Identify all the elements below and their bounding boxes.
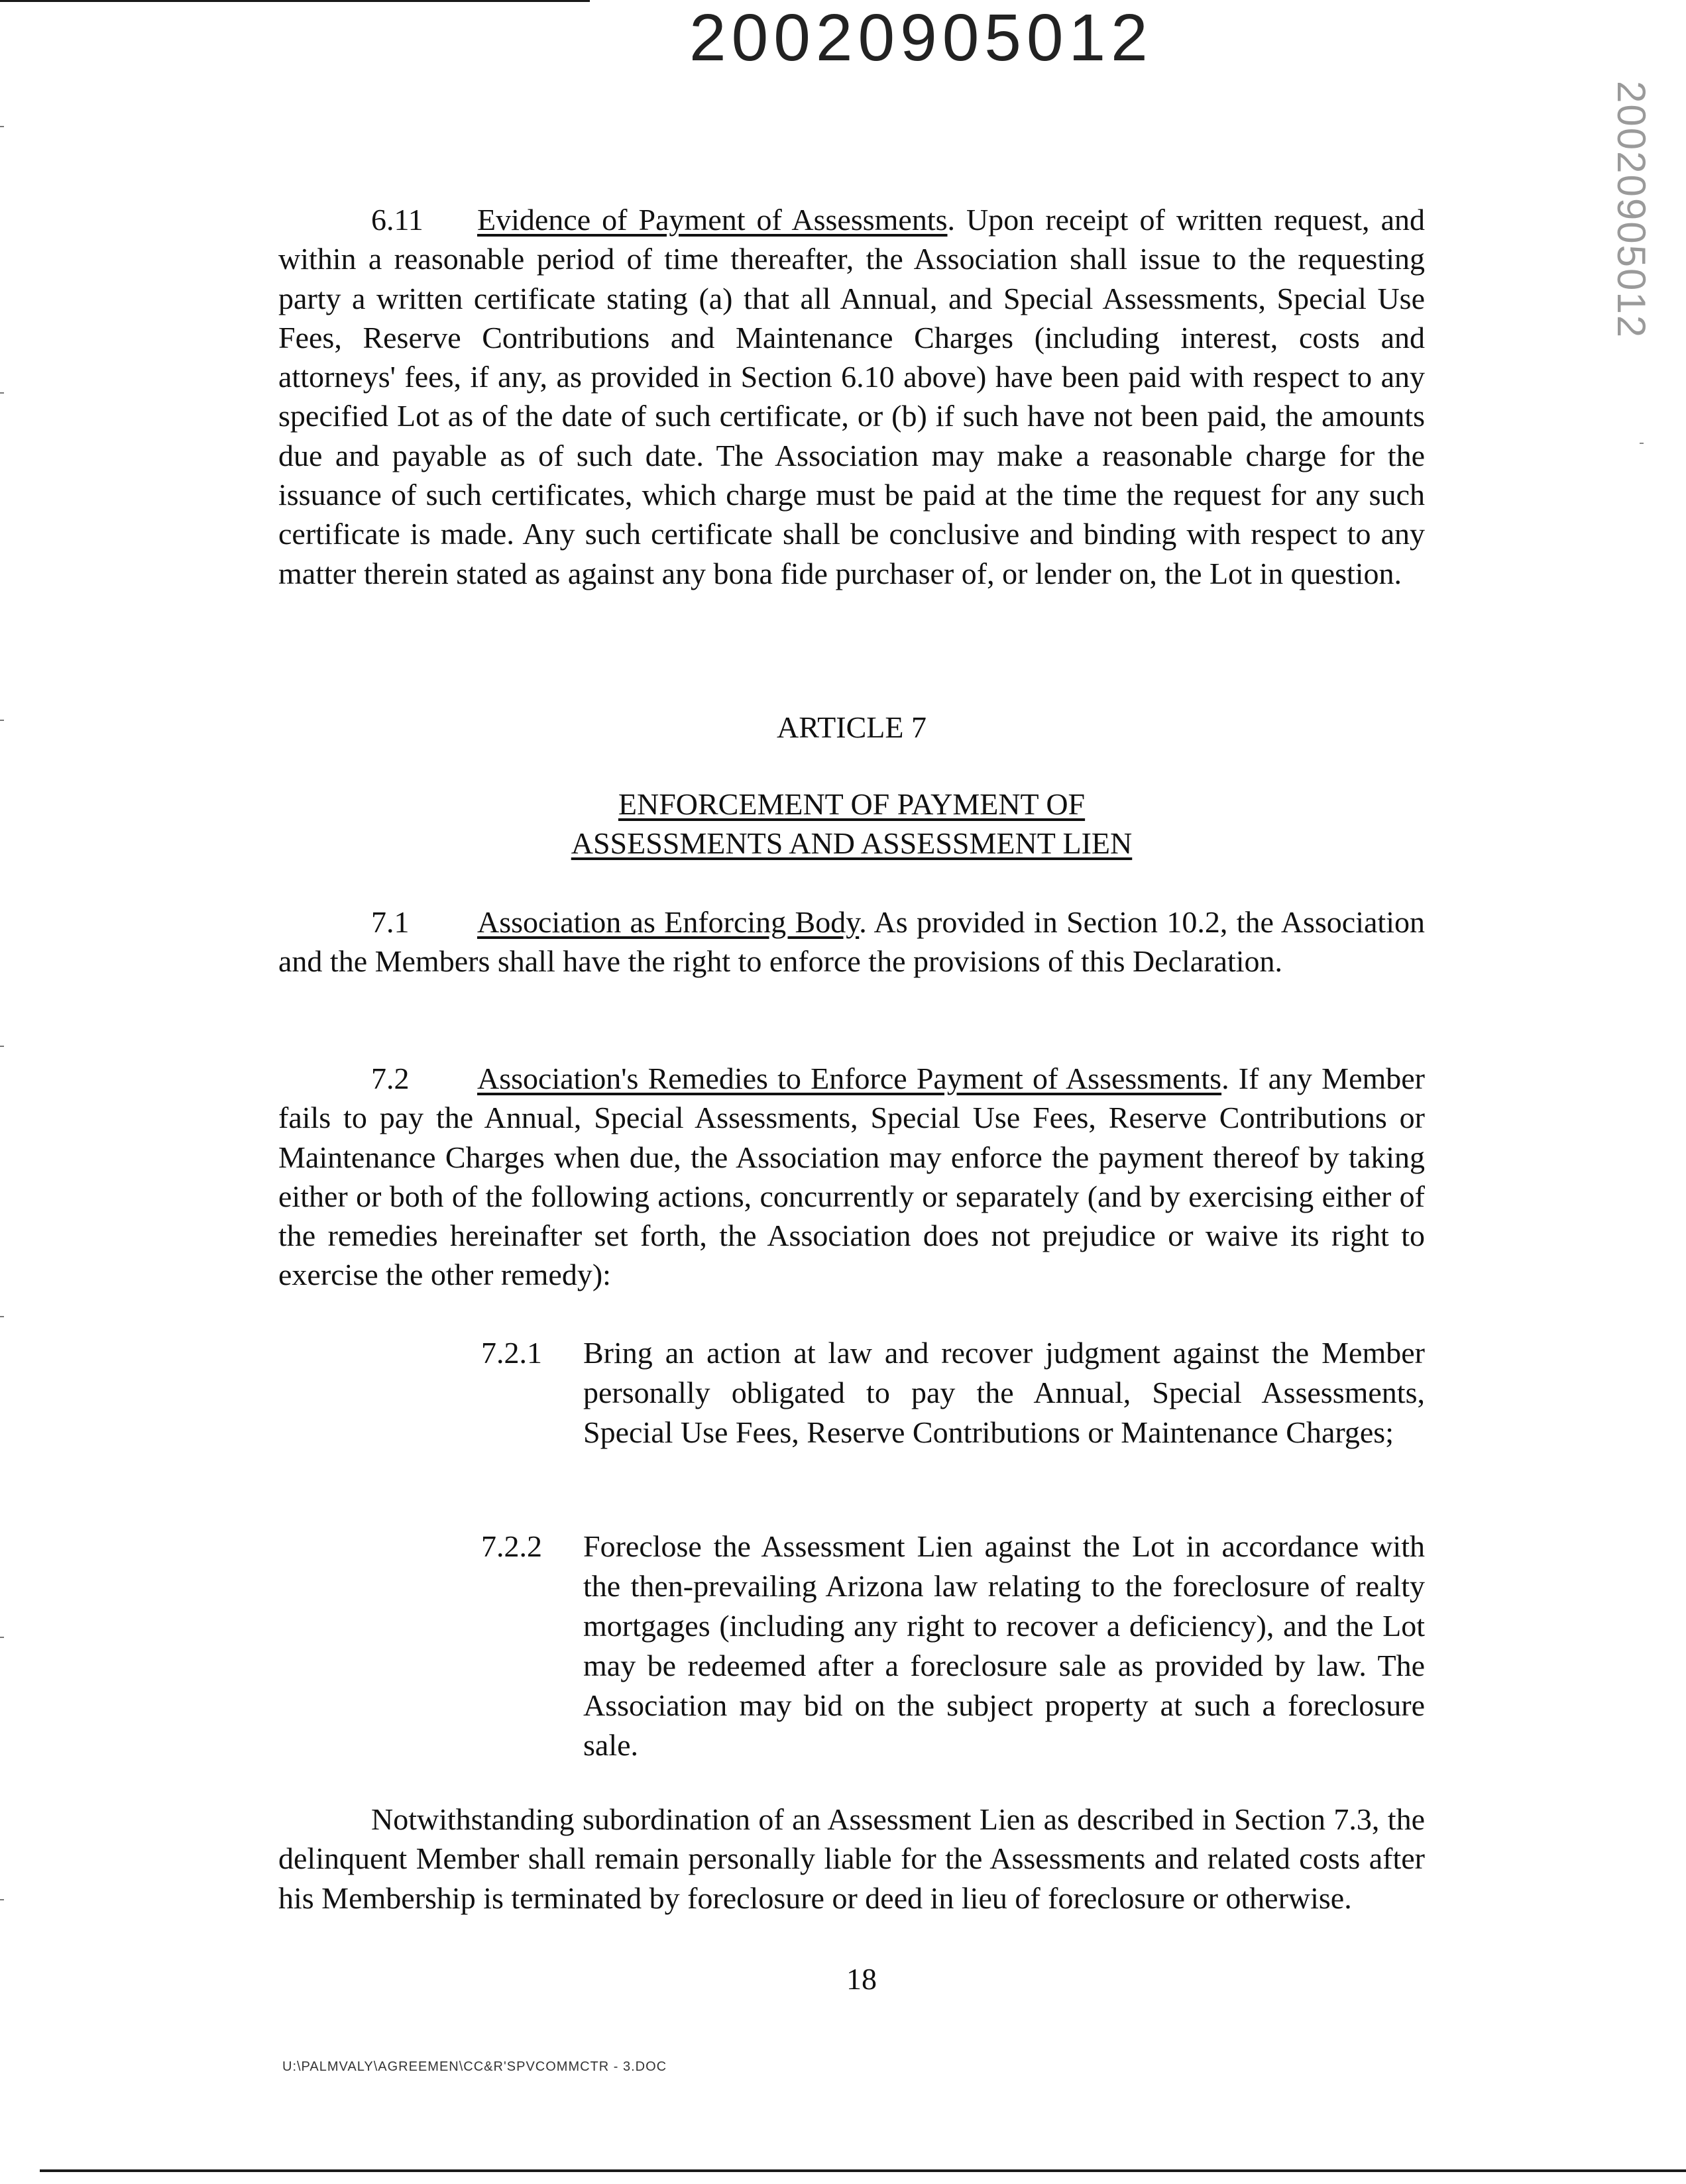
scan-mark: [0, 1637, 4, 1638]
scan-mark: [0, 1316, 4, 1317]
section-number: 6.11: [371, 203, 423, 237]
footer-file-path: U:\PALMVALY\AGREEMEN\CC&R'SPVCOMMCTR - 3.DOC: [282, 2059, 667, 2074]
page-number: 18: [846, 1962, 877, 1996]
section-6-11: [278, 200, 1425, 593]
section-number: 7.2: [371, 1062, 410, 1095]
scan-mark: [0, 1046, 4, 1047]
section-title: Association's Remedies to Enforce Payment of Assessments: [477, 1062, 1222, 1095]
section-title: Association as Enforcing Body: [477, 905, 860, 939]
article-title: [278, 785, 1425, 863]
section-7-2: [278, 1059, 1425, 1295]
closing-paragraph: [278, 1800, 1425, 1918]
subsection-number: 7.2.1: [481, 1336, 542, 1370]
document-number: 20020905012: [689, 1, 1153, 75]
section-title: Evidence of Payment of Assessments: [477, 203, 948, 237]
scan-mark: [0, 1899, 4, 1900]
section-7-1: [278, 902, 1425, 981]
article-title-line-2: ASSESSMENTS AND ASSESSMENT LIEN: [571, 826, 1133, 860]
section-number: 7.1: [371, 905, 410, 939]
article-label: ARTICLE 7: [777, 710, 927, 744]
scan-mark: [0, 720, 4, 721]
scan-mark: [1640, 443, 1644, 444]
bottom-rule: [40, 2169, 1686, 2172]
section-body: . If any Member fails to pay the Annual, Special Assessments, Special Use Fees, Reserve Contributions or Maintenance Charges when due, the Association may enforce the payment thereof by taking either or both of the following actions, concurrently or separately (and by exercising either of the remedies hereinafter set forth, the Association does not prejudice or waive its right to exercise the other remedy):: [278, 1062, 1425, 1292]
scan-mark: [0, 392, 4, 394]
margin-stamp: 20020905012: [1609, 81, 1654, 339]
section-7-2-2: Foreclose the Assessment Lien against the Lot in accordance with the then-prevailing Arizona law relating to the foreclosure of realty mortgages (including any right to recover a deficiency), and the Lot may be redeemed after a foreclosure sale as provided by law. The Association may bid on the subject property at such a foreclosure sale.: [583, 1529, 1425, 1762]
closing-text: Notwithstanding subordination of an Assessment Lien as described in Section 7.3, the delinquent Member shall remain personally liable for the Assessments and related costs after his Membership is terminated by foreclosure or deed in lieu of foreclosure or otherwise.: [278, 1802, 1425, 1915]
section-body: . Upon receipt of written request, and within a reasonable period of time thereafter, the Association shall issue to the requesting party a written certificate stating (a) that all Annual, and Special Assessments, Special Use Fees, Reserve Contributions and Maintenance Charges (including interest, costs and attorneys' fees, if any, as provided in Section 6.10 above) have been paid with respect to any specified Lot as of the date of such certificate, or (b) if such have not been paid, the amounts due and payable as of such date. The Association may make a reasonable charge for the issuance of such certificates, which charge must be paid at the time the request for any such certificate is made. Any such certificate shall be conclusive and binding with respect to any matter therein stated as against any bona fide purchaser of, or lender on, the Lot in question.: [278, 203, 1426, 590]
scan-mark: [0, 126, 4, 127]
section-body: . As provided in Section 10.2, the Association and the Members shall have the right to enforce the provisions of this Declaration.: [278, 905, 1425, 979]
article-title-line-1: ENFORCEMENT OF PAYMENT OF: [618, 787, 1086, 821]
section-7-2-1: Bring an action at law and recover judgment against the Member personally obligated to pay the Annual, Special Assessments, Special Use Fees, Reserve Contributions or Maintenance Charges;: [583, 1336, 1425, 1449]
subsection-number: 7.2.2: [481, 1529, 542, 1563]
top-rule: [0, 0, 590, 2]
